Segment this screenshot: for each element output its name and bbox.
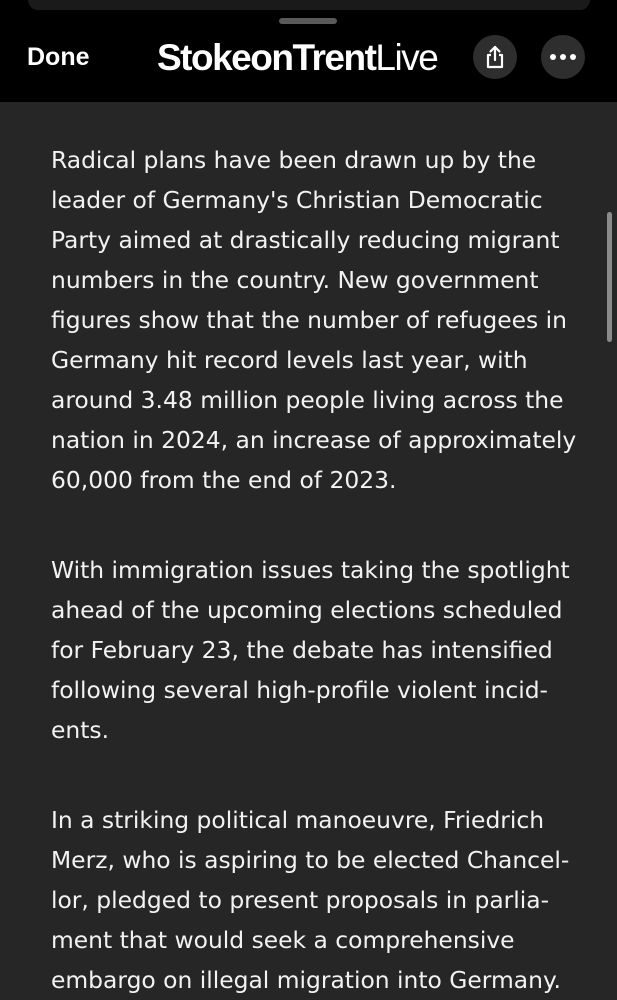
text-line: around 3.48 million people living across the (51, 386, 564, 414)
paragraph-1 (51, 140, 581, 500)
more-button[interactable] (541, 35, 585, 79)
text-line: Merz, who is aspiring to be elected Chancel- (51, 846, 570, 874)
text-line: lor, pledged to present proposals in parlia- (51, 886, 550, 914)
share-button[interactable] (473, 35, 517, 79)
text-line: In a striking political manoeuvre, Friedrich (51, 806, 545, 834)
logo-bold-text: StokeonTrent (157, 37, 376, 78)
text-line: Radical plans have been drawn up by the (51, 146, 537, 174)
text-line: ents. (51, 716, 110, 744)
text-line: Germany hit record levels last year, with (51, 346, 528, 374)
text-line: Party aimed at drastically reducing migrant (51, 226, 560, 254)
paragraph-2 (51, 550, 581, 750)
site-logo[interactable] (157, 35, 437, 81)
text-line: ahead of the upcoming elections scheduled (51, 596, 563, 624)
sheet-edge (28, 0, 590, 10)
text-line: figures show that the number of refugees in (51, 306, 567, 334)
text-line: for February 23, the debate has intensified (51, 636, 553, 664)
more-icon (550, 54, 576, 60)
logo-light-text: Live (375, 37, 438, 78)
text-line: nation in 2024, an increase of approximately (51, 426, 577, 454)
text-line: embargo on illegal migration into Germany. (51, 966, 561, 994)
top-bar (0, 0, 617, 102)
text-line: With immigration issues taking the spotlight (51, 556, 570, 584)
text-line: ment that would seek a comprehensive (51, 926, 515, 954)
done-button[interactable]: Done (27, 43, 90, 71)
share-icon (484, 45, 506, 69)
article-body (51, 140, 581, 1000)
text-line: following several high-profile violent incid- (51, 676, 548, 704)
scrollbar-thumb[interactable] (607, 212, 612, 342)
paragraph-3 (51, 800, 581, 1000)
text-line: 60,000 from the end of 2023. (51, 466, 397, 494)
text-line: leader of Germany's Christian Democratic (51, 186, 543, 214)
text-line: numbers in the country. New government (51, 266, 539, 294)
sheet-grabber[interactable] (279, 18, 337, 24)
